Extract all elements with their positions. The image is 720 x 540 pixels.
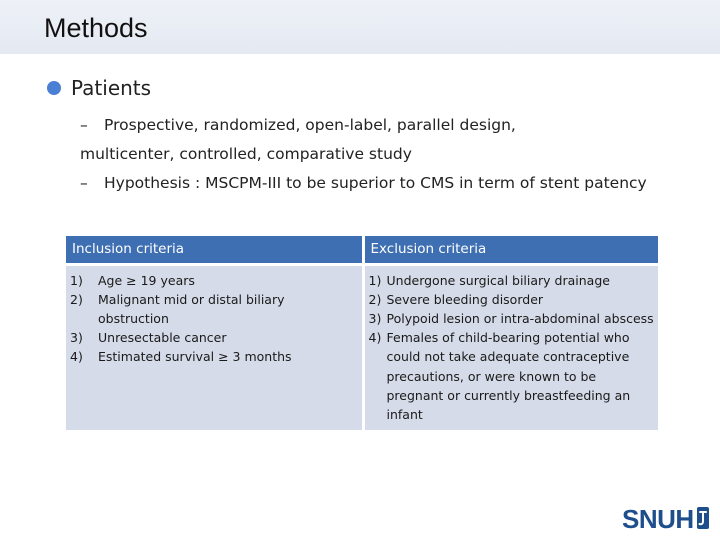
item-number: 4) (368, 330, 382, 346)
list-item (70, 328, 358, 347)
item-number: 3) (368, 310, 382, 326)
list-item (70, 290, 358, 328)
logo-mark-icon (696, 506, 710, 530)
list-item (70, 271, 358, 290)
item-text: Age ≥ 19 years (98, 272, 195, 288)
criteria-table (66, 236, 658, 430)
list-item (369, 309, 655, 328)
item-number: 3) (70, 330, 83, 346)
item-text: Polypoid lesion or intra-abdominal abscess (386, 310, 654, 326)
list-item (369, 271, 655, 290)
list-item (70, 347, 358, 366)
bullet-dot-icon (47, 81, 61, 95)
exclusion-header: Exclusion criteria (363, 236, 658, 264)
sub-item-text: multicenter, controlled, comparative study (80, 145, 412, 163)
exclusion-cell (363, 264, 658, 430)
item-text: Malignant mid or distal biliary obstruction (98, 291, 285, 326)
table-header-row (66, 236, 658, 264)
logo-text: SNUH (622, 504, 694, 534)
inclusion-cell (66, 264, 363, 430)
item-text: Severe bleeding disorder (386, 291, 544, 307)
sub-item-hypothesis (80, 169, 700, 198)
snuh-logo (622, 506, 710, 532)
item-text: Unresectable cancer (98, 330, 227, 346)
list-item (369, 290, 655, 309)
item-number: 2) (70, 291, 83, 307)
title-bar (0, 0, 720, 54)
item-number: 4) (70, 349, 83, 365)
inclusion-list (70, 271, 358, 367)
item-text: Estimated survival ≥ 3 months (98, 349, 292, 365)
item-number: 2) (368, 291, 382, 307)
bullet-label: Patients (71, 76, 152, 100)
bullet-patients (47, 76, 151, 100)
item-text: Females of child-bearing potential who could not take adequate contraceptive precautions, or were known to be pregnant or currently breastfeeding an infant (386, 330, 631, 422)
sub-item-design-cont (80, 140, 700, 169)
inclusion-header: Inclusion criteria (66, 236, 363, 264)
list-item (369, 328, 655, 424)
sub-item-text: Hypothesis : MSCPM-III to be superior to CMS in term of stent patency (104, 174, 647, 192)
item-number: 1) (70, 272, 83, 288)
item-text: Undergone surgical biliary drainage (386, 272, 610, 288)
exclusion-list (369, 271, 655, 425)
sub-item-text: Prospective, randomized, open-label, parallel design, (104, 116, 516, 134)
sub-item-design (80, 111, 700, 140)
table-row (66, 264, 658, 430)
item-number: 1) (368, 272, 382, 288)
sub-items (80, 111, 700, 198)
dash-icon: – (80, 116, 88, 134)
slide-title: Methods (44, 13, 148, 43)
dash-icon: – (80, 174, 88, 192)
